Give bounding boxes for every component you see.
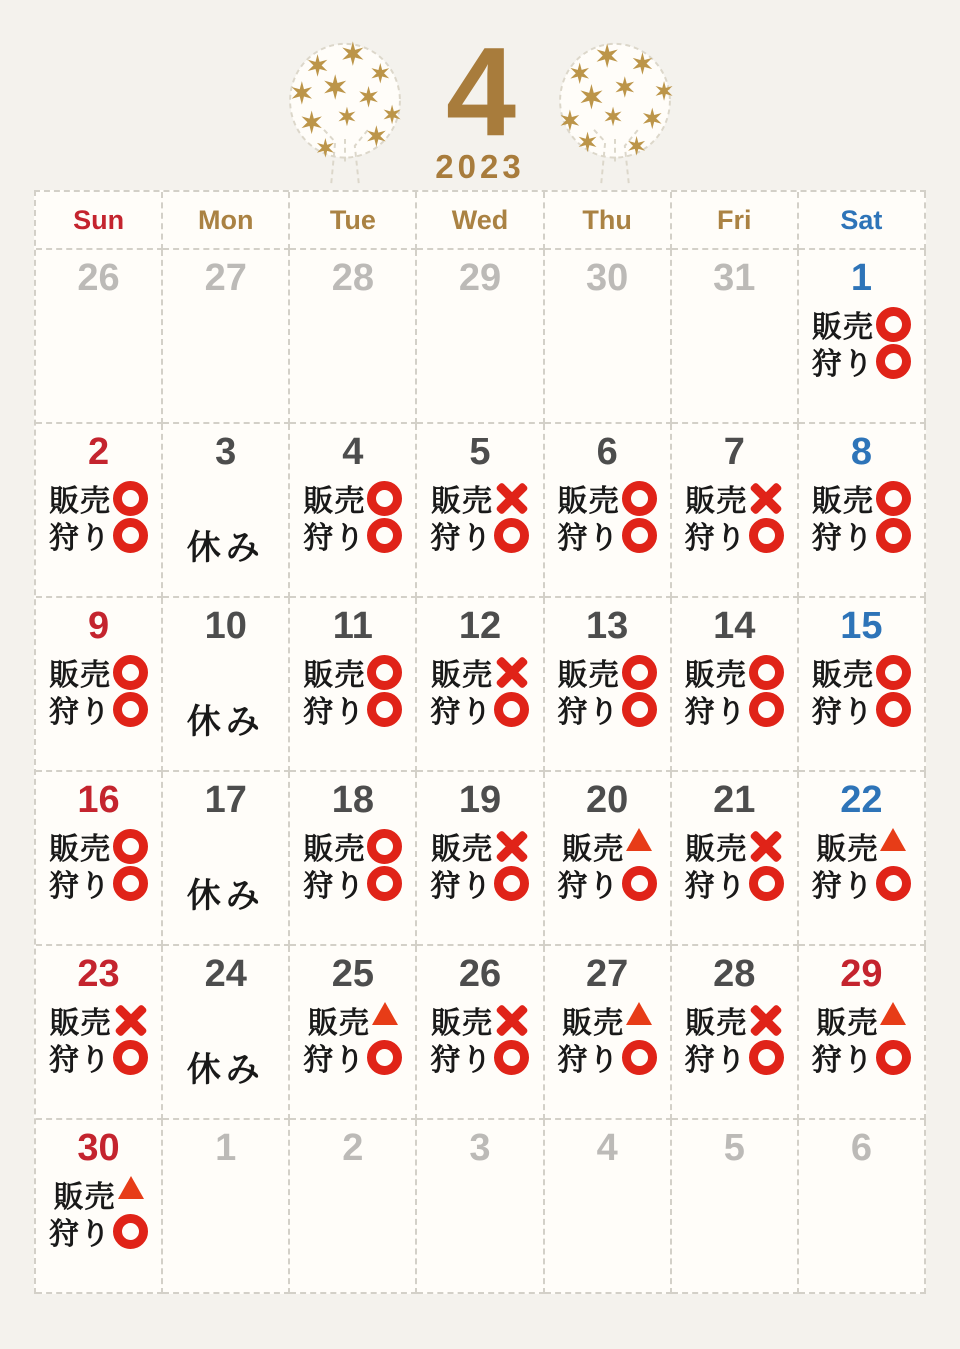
x-icon: [495, 829, 529, 863]
day-number: 1: [850, 257, 872, 299]
day-number: 3: [469, 1127, 491, 1169]
hunt-status-line: [799, 865, 924, 902]
sale-status-line: [672, 1002, 797, 1039]
circle-icon: [876, 344, 911, 379]
hunt-label: 狩り: [557, 696, 620, 730]
calendar-header: [0, 0, 960, 190]
triangle-icon: [880, 1002, 906, 1025]
sale-label: 販売: [53, 1181, 116, 1215]
circle-icon: [113, 866, 148, 901]
sale-label: 販売: [49, 659, 112, 693]
status-block: [799, 654, 924, 728]
weekday-header-sat: Sat: [799, 192, 926, 250]
circle-icon: [749, 692, 784, 727]
x-icon: [495, 655, 529, 689]
hunt-label: 狩り: [303, 696, 366, 730]
day-number: 16: [77, 779, 120, 821]
hunt-status-line: [36, 1039, 161, 1076]
x-icon: [495, 481, 529, 515]
hunt-label: 狩り: [811, 1044, 874, 1078]
sale-status-line: [290, 480, 415, 517]
triangle-icon: [118, 1176, 144, 1199]
sale-status-line: [799, 480, 924, 517]
status-block: [36, 1002, 161, 1076]
day-cell-11: [290, 598, 417, 772]
weekday-header-sun: Sun: [36, 192, 163, 250]
circle-icon: [113, 692, 148, 727]
circle-icon: [494, 1040, 529, 1075]
day-cell-20: [545, 772, 672, 946]
day-number: 14: [713, 605, 756, 647]
triangle-icon: [626, 1002, 652, 1025]
x-icon: [749, 481, 783, 515]
year-label: 2023: [435, 148, 525, 186]
hunt-status-line: [36, 691, 161, 728]
sale-label: 販売: [49, 485, 112, 519]
day-number: 25: [331, 953, 374, 995]
sale-status-line: [799, 1002, 924, 1039]
circle-icon: [622, 518, 657, 553]
hunt-label: 狩り: [684, 870, 747, 904]
circle-icon: [113, 1040, 148, 1075]
status-block: [36, 480, 161, 554]
status-block: [672, 1002, 797, 1076]
hunt-status-line: [417, 865, 542, 902]
sale-status-line: [799, 306, 924, 343]
hunt-status-line: [799, 1039, 924, 1076]
hunt-status-line: [290, 1039, 415, 1076]
sale-status-line: [545, 828, 670, 865]
hunt-label: 狩り: [49, 522, 112, 556]
status-block: [545, 828, 670, 902]
status-block: [36, 654, 161, 728]
sale-label: 販売: [430, 659, 493, 693]
status-block: [545, 480, 670, 554]
sale-label: 販売: [307, 1007, 370, 1041]
hunt-status-line: [417, 1039, 542, 1076]
status-block: [545, 654, 670, 728]
hunt-label: 狩り: [684, 522, 747, 556]
day-cell-24: [163, 946, 290, 1120]
day-cell-2: [36, 424, 163, 598]
hunt-label: 狩り: [303, 522, 366, 556]
day-number: 21: [713, 779, 756, 821]
day-cell-adjacent: [545, 250, 672, 424]
sale-status-line: [545, 654, 670, 691]
sale-status-line: [290, 654, 415, 691]
day-number: 3: [215, 431, 237, 473]
circle-icon: [367, 655, 402, 690]
circle-icon: [494, 518, 529, 553]
sale-label: 販売: [303, 485, 366, 519]
hunt-status-line: [672, 865, 797, 902]
weekday-header-wed: Wed: [417, 192, 544, 250]
day-number: 18: [331, 779, 374, 821]
circle-icon: [367, 866, 402, 901]
x-icon: [495, 1003, 529, 1037]
tree-icon: [549, 36, 681, 188]
circle-icon: [622, 655, 657, 690]
circle-icon: [622, 866, 657, 901]
circle-icon: [876, 655, 911, 690]
hunt-status-line: [417, 517, 542, 554]
weekday-header-fri: Fri: [672, 192, 799, 250]
day-cell-28: [672, 946, 799, 1120]
day-cell-adjacent: [290, 250, 417, 424]
hunt-label: 狩り: [430, 1044, 493, 1078]
circle-icon: [876, 307, 911, 342]
triangle-icon: [626, 828, 652, 851]
sale-label: 販売: [811, 311, 874, 345]
sale-status-line: [36, 1002, 161, 1039]
circle-icon: [113, 655, 148, 690]
day-number: 10: [204, 605, 247, 647]
triangle-icon: [880, 828, 906, 851]
day-cell-adjacent: [545, 1120, 672, 1294]
hunt-status-line: [290, 691, 415, 728]
day-number: 29: [458, 257, 502, 299]
day-number: 11: [332, 605, 373, 647]
sale-status-line: [36, 828, 161, 865]
day-number: 28: [331, 257, 374, 299]
day-number: 1: [215, 1127, 237, 1169]
day-cell-16: [36, 772, 163, 946]
day-number: 9: [88, 605, 110, 647]
hunt-status-line: [36, 517, 161, 554]
sale-label: 販売: [303, 833, 366, 867]
sale-status-line: [799, 828, 924, 865]
day-number: 19: [458, 779, 502, 821]
day-number: 13: [585, 605, 629, 647]
day-number: 5: [723, 1127, 745, 1169]
sale-status-line: [36, 480, 161, 517]
x-icon: [114, 1003, 148, 1037]
day-cell-adjacent: [417, 250, 544, 424]
status-block: [417, 828, 542, 902]
status-block: [290, 1002, 415, 1076]
day-cell-18: [290, 772, 417, 946]
hunt-label: 狩り: [430, 696, 493, 730]
day-cell-15: [799, 598, 926, 772]
status-block: [672, 654, 797, 728]
day-cell-17: [163, 772, 290, 946]
status-block: [417, 1002, 542, 1076]
circle-icon: [876, 866, 911, 901]
hunt-status-line: [799, 691, 924, 728]
x-icon: [749, 1003, 783, 1037]
hunt-label: 狩り: [557, 1044, 620, 1078]
day-cell-adjacent: [672, 250, 799, 424]
sale-label: 販売: [684, 659, 747, 693]
day-number: 30: [77, 1127, 120, 1169]
day-number: 7: [723, 431, 745, 473]
sale-label: 販売: [685, 833, 748, 867]
hunt-label: 狩り: [811, 696, 874, 730]
day-number: 23: [77, 953, 120, 995]
sale-label: 販売: [430, 833, 493, 867]
hunt-label: 狩り: [49, 1044, 112, 1078]
hunt-status-line: [672, 517, 797, 554]
circle-icon: [367, 481, 402, 516]
hunt-label: 狩り: [49, 696, 112, 730]
day-number: 6: [850, 1127, 872, 1169]
day-cell-29: [799, 946, 926, 1120]
sale-status-line: [545, 480, 670, 517]
rest-label: 休み: [186, 528, 265, 567]
hunt-status-line: [799, 517, 924, 554]
day-cell-7: [672, 424, 799, 598]
day-cell-23: [36, 946, 163, 1120]
day-number: 6: [596, 431, 618, 473]
calendar-grid: [34, 190, 926, 1294]
hunt-status-line: [672, 1039, 797, 1076]
status-block: [799, 480, 924, 554]
sale-status-line: [672, 654, 797, 691]
sale-label: 販売: [430, 1007, 493, 1041]
day-number: 2: [342, 1127, 364, 1169]
circle-icon: [749, 518, 784, 553]
day-cell-adjacent: [163, 250, 290, 424]
hunt-status-line: [417, 691, 542, 728]
hunt-status-line: [36, 865, 161, 902]
sale-label: 販売: [430, 485, 493, 519]
day-number: 24: [204, 953, 247, 995]
hunt-status-line: [545, 1039, 670, 1076]
day-number: 5: [469, 431, 491, 473]
circle-icon: [113, 829, 148, 864]
rest-label: 休み: [186, 1050, 265, 1089]
circle-icon: [749, 866, 784, 901]
sale-label: 販売: [49, 1007, 112, 1041]
circle-icon: [622, 481, 657, 516]
day-number: 29: [840, 953, 883, 995]
hunt-status-line: [545, 517, 670, 554]
sale-label: 販売: [557, 485, 620, 519]
sale-status-line: [799, 654, 924, 691]
day-number: 20: [585, 779, 629, 821]
circle-icon: [113, 1214, 148, 1249]
day-number: 28: [713, 953, 756, 995]
sale-label: 販売: [811, 485, 874, 519]
hunt-label: 狩り: [49, 1218, 112, 1252]
month-number: 4: [445, 21, 515, 162]
day-cell-3: [163, 424, 290, 598]
day-number: 4: [342, 431, 364, 473]
tree-icon: [279, 36, 411, 188]
day-number: 17: [204, 779, 247, 821]
day-cell-adjacent: [672, 1120, 799, 1294]
day-cell-9: [36, 598, 163, 772]
circle-icon: [113, 481, 148, 516]
hunt-label: 狩り: [430, 522, 493, 556]
sale-status-line: [417, 1002, 542, 1039]
status-block: [290, 828, 415, 902]
day-cell-8: [799, 424, 926, 598]
status-block: [799, 828, 924, 902]
day-cell-30: [36, 1120, 163, 1294]
hunt-status-line: [672, 691, 797, 728]
sale-label: 販売: [303, 659, 366, 693]
hunt-status-line: [36, 1213, 161, 1250]
sale-status-line: [417, 480, 542, 517]
status-block: [417, 654, 542, 728]
sale-status-line: [290, 828, 415, 865]
day-cell-13: [545, 598, 672, 772]
day-cell-5: [417, 424, 544, 598]
circle-icon: [367, 829, 402, 864]
day-cell-27: [545, 946, 672, 1120]
sale-status-line: [36, 654, 161, 691]
day-cell-22: [799, 772, 926, 946]
circle-icon: [749, 1040, 784, 1075]
hunt-status-line: [290, 865, 415, 902]
circle-icon: [749, 655, 784, 690]
hunt-label: 狩り: [684, 1044, 747, 1078]
triangle-icon: [372, 1002, 398, 1025]
hunt-label: 狩り: [811, 870, 874, 904]
hunt-label: 狩り: [49, 870, 112, 904]
sale-status-line: [672, 480, 797, 517]
status-block: [36, 1176, 161, 1250]
day-number: 2: [88, 431, 110, 473]
sale-status-line: [290, 1002, 415, 1039]
hunt-label: 狩り: [684, 696, 747, 730]
weekday-header-thu: Thu: [545, 192, 672, 250]
day-cell-19: [417, 772, 544, 946]
circle-icon: [367, 1040, 402, 1075]
sale-status-line: [545, 1002, 670, 1039]
day-number: 26: [77, 257, 120, 299]
day-cell-adjacent: [417, 1120, 544, 1294]
circle-icon: [622, 692, 657, 727]
hunt-label: 狩り: [557, 870, 620, 904]
circle-icon: [876, 518, 911, 553]
day-cell-adjacent: [290, 1120, 417, 1294]
circle-icon: [113, 518, 148, 553]
day-cell-21: [672, 772, 799, 946]
weekday-header-tue: Tue: [290, 192, 417, 250]
circle-icon: [494, 866, 529, 901]
day-number: 22: [840, 779, 883, 821]
status-block: [799, 306, 924, 380]
day-number: 27: [204, 257, 247, 299]
sale-label: 販売: [816, 1007, 879, 1041]
day-cell-6: [545, 424, 672, 598]
sale-label: 販売: [816, 833, 879, 867]
day-cell-10: [163, 598, 290, 772]
day-number: 27: [585, 953, 629, 995]
hunt-label: 狩り: [430, 870, 493, 904]
day-number: 8: [850, 431, 872, 473]
hunt-label: 狩り: [303, 1044, 366, 1078]
status-block: [799, 1002, 924, 1076]
hunt-status-line: [799, 343, 924, 380]
sale-label: 販売: [811, 659, 874, 693]
day-cell-12: [417, 598, 544, 772]
status-block: [290, 654, 415, 728]
day-number: 12: [458, 605, 502, 647]
circle-icon: [876, 481, 911, 516]
sale-status-line: [672, 828, 797, 865]
status-block: [545, 1002, 670, 1076]
hunt-status-line: [545, 691, 670, 728]
sale-status-line: [417, 654, 542, 691]
sale-label: 販売: [562, 833, 625, 867]
day-number: 4: [596, 1127, 618, 1169]
day-number: 15: [840, 605, 883, 647]
rest-label: 休み: [186, 876, 265, 915]
circle-icon: [876, 1040, 911, 1075]
day-number: 30: [585, 257, 629, 299]
hunt-label: 狩り: [557, 522, 620, 556]
day-cell-adjacent: [799, 1120, 926, 1294]
sale-status-line: [417, 828, 542, 865]
day-cell-26: [417, 946, 544, 1120]
sale-label: 販売: [49, 833, 112, 867]
title-block: [435, 21, 525, 186]
sale-label: 販売: [685, 1007, 748, 1041]
day-cell-adjacent: [36, 250, 163, 424]
hunt-status-line: [545, 865, 670, 902]
hunt-label: 狩り: [303, 870, 366, 904]
day-cell-4: [290, 424, 417, 598]
status-block: [290, 480, 415, 554]
rest-label: 休み: [186, 702, 265, 741]
day-cell-1: [799, 250, 926, 424]
sale-label: 販売: [562, 1007, 625, 1041]
status-block: [36, 828, 161, 902]
day-cell-adjacent: [163, 1120, 290, 1294]
sale-label: 販売: [557, 659, 620, 693]
circle-icon: [876, 692, 911, 727]
x-icon: [749, 829, 783, 863]
hunt-label: 狩り: [811, 522, 874, 556]
day-cell-25: [290, 946, 417, 1120]
circle-icon: [494, 692, 529, 727]
day-cell-14: [672, 598, 799, 772]
day-number: 26: [458, 953, 502, 995]
circle-icon: [367, 518, 402, 553]
hunt-status-line: [290, 517, 415, 554]
day-number: 31: [713, 257, 756, 299]
sale-label: 販売: [685, 485, 748, 519]
circle-icon: [622, 1040, 657, 1075]
weekday-header-mon: Mon: [163, 192, 290, 250]
status-block: [417, 480, 542, 554]
circle-icon: [367, 692, 402, 727]
hunt-label: 狩り: [811, 348, 874, 382]
sale-status-line: [36, 1176, 161, 1213]
status-block: [672, 828, 797, 902]
status-block: [672, 480, 797, 554]
